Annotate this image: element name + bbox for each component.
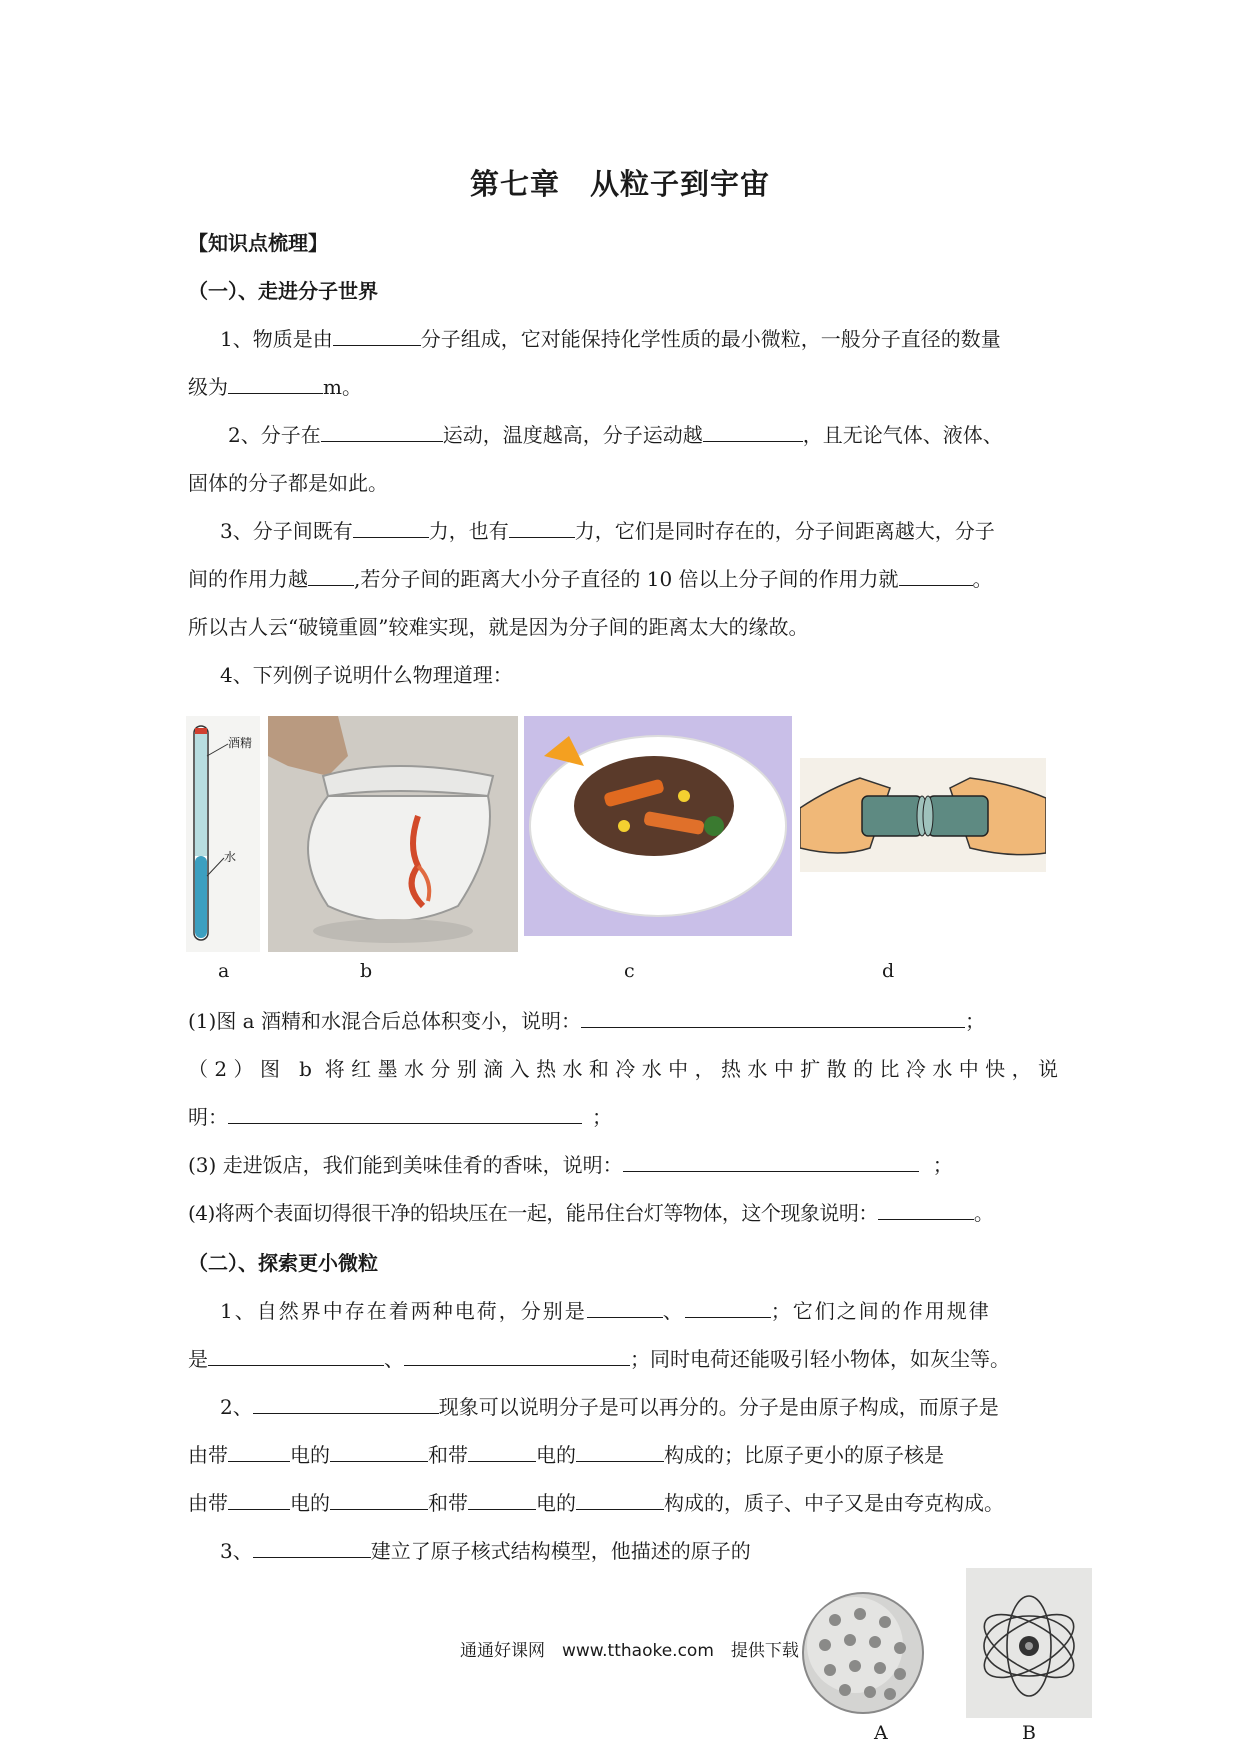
blank — [576, 1441, 664, 1462]
s2-p1-line2: 是 、 ；同时电荷还能吸引轻小物体，如灰尘等。 — [188, 1347, 1010, 1371]
s2-p3-line1: 3、 建立了原子核式结构模型，他描述的原子的 — [220, 1539, 751, 1563]
blank — [685, 1297, 771, 1318]
figure-b-nuclear-model — [966, 1568, 1092, 1718]
s2-p2-line3: 由带 电的 和带 电的 构成的，质子、中子又是由夸克构成。 — [188, 1491, 1004, 1515]
blank — [330, 1489, 428, 1510]
blank — [228, 1103, 582, 1124]
blank — [576, 1489, 664, 1510]
figure-b-ink-diffusion — [268, 716, 518, 952]
blank — [623, 1151, 919, 1172]
s1-p3-line2: 间的作用力越 ,若分子间的距离大小分子直径的 10 倍以上分子间的作用力就 。 — [188, 567, 993, 591]
s1-p3-line3: 所以古人云“破镜重圆”较难实现，就是因为分子间的距离太大的缘故。 — [188, 615, 809, 639]
figure-label-b: B — [1022, 1722, 1036, 1744]
blank — [228, 373, 323, 394]
question-2-line1: （2）图 b 将红墨水分别滴入热水和冷水中，热水中扩散的比冷水中快，说 — [188, 1057, 1058, 1081]
s2-p1-line1: 1、自然界中存在着两种电荷，分别是 、 ；它们之间的作用规律 — [220, 1299, 991, 1323]
figure-c-food-plate — [524, 716, 792, 936]
caption-c: c — [624, 960, 635, 982]
question-2-line2: 明： ； — [188, 1105, 612, 1129]
question-1: (1)图 a 酒精和水混合后总体积变小，说明： ； — [188, 1009, 985, 1033]
blank — [878, 1199, 974, 1220]
blank — [587, 1297, 663, 1318]
blank — [321, 421, 443, 442]
s1-p3-line1: 3、分子间既有 力，也有 力，它们是同时存在的，分子间距离越大，分子 — [220, 519, 995, 543]
blank — [509, 517, 575, 538]
blank — [208, 1345, 384, 1366]
caption-a: a — [218, 960, 230, 982]
footer-download-note: 通通好课网 www.tthaoke.com 提供下载 — [460, 1641, 799, 1661]
s1-p1-line1: 1、物质是由 分子组成，它对能保持化学性质的最小微粒，一般分子直径的数量 — [220, 327, 1001, 351]
caption-d: d — [882, 960, 895, 982]
figure-label-a: A — [874, 1722, 888, 1744]
section-heading-knowledge: 【知识点梳理】 — [188, 231, 328, 255]
blank — [253, 1537, 371, 1558]
blank — [703, 421, 803, 442]
blank — [330, 1441, 428, 1462]
blank — [353, 517, 429, 538]
blank — [333, 325, 421, 346]
s1-p2-line1: 2、分子在 运动，温度越高，分子运动越 ，且无论气体、液体、 — [228, 423, 1003, 447]
blank — [253, 1393, 439, 1414]
question-3: (3) 走进饭店，我们能到美味佳肴的香味，说明： ； — [188, 1153, 953, 1177]
caption-b: b — [360, 960, 373, 982]
chapter-title: 第七章 从粒子到宇宙 — [469, 167, 770, 201]
section2-heading: （二）、探索更小微粒 — [188, 1251, 378, 1275]
blank — [468, 1489, 536, 1510]
question-4: (4)将两个表面切得很干净的铅块压在一起，能吊住台灯等物体，这个现象说明： 。 — [188, 1201, 994, 1225]
blank — [228, 1441, 290, 1462]
figure-a-plum-pudding-model — [800, 1590, 926, 1716]
alcohol-label: 酒精 — [228, 736, 253, 750]
s1-p1-line2: 级为 m。 — [188, 375, 362, 399]
blank — [228, 1489, 290, 1510]
blank — [308, 565, 354, 586]
blank — [899, 565, 973, 586]
figure-a-test-tube — [186, 716, 260, 952]
blank — [404, 1345, 630, 1366]
s2-p2-line2: 由带 电的 和带 电的 构成的；比原子更小的原子核是 — [188, 1443, 944, 1467]
blank — [468, 1441, 536, 1462]
water-label: 水 — [224, 850, 237, 864]
figure-d-lead-blocks — [800, 758, 1046, 872]
s2-p2-line1: 2、 现象可以说明分子是可以再分的。分子是由原子构成，而原子是 — [220, 1395, 999, 1419]
blank — [581, 1007, 965, 1028]
section1-heading: （一）、走进分子世界 — [188, 279, 378, 303]
s1-p4: 4、下列例子说明什么物理道理： — [220, 663, 513, 687]
s1-p2-line2: 固体的分子都是如此。 — [188, 471, 388, 495]
